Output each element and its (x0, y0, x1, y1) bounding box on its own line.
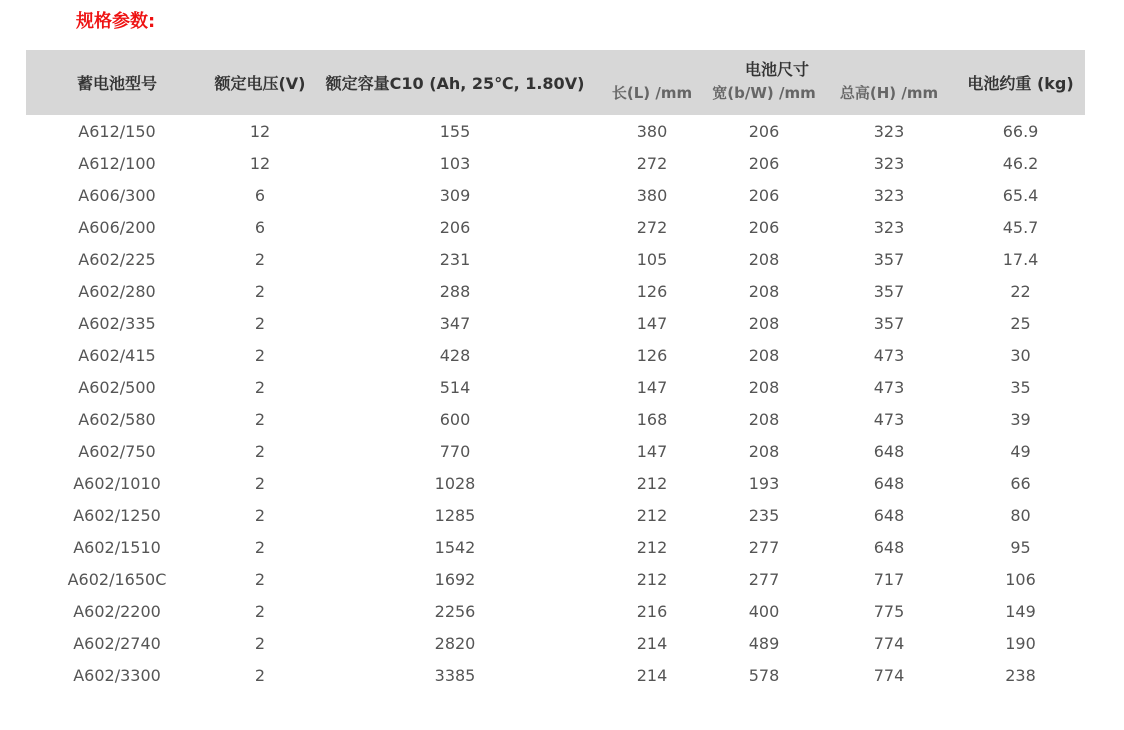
cell-height: 648 (873, 441, 905, 461)
cell-weight: 80 (1010, 505, 1031, 525)
cell-height: 357 (873, 249, 905, 269)
section-title: 规格参数: (76, 11, 156, 32)
table-row (26, 595, 1085, 627)
cell-capacity: 206 (439, 217, 471, 237)
table-row (26, 403, 1085, 435)
cell-length: 212 (636, 569, 668, 589)
cell-weight: 35 (1010, 377, 1031, 397)
cell-length: 216 (636, 601, 668, 621)
cell-width: 208 (748, 313, 780, 333)
table-row (26, 179, 1085, 211)
cell-height: 774 (873, 665, 905, 685)
table-row (26, 243, 1085, 275)
cell-length: 212 (636, 473, 668, 493)
cell-model: A602/580 (78, 409, 156, 429)
cell-capacity: 1028 (434, 473, 476, 493)
cell-model: A602/2200 (73, 601, 161, 621)
cell-width: 206 (748, 153, 780, 173)
cell-length: 147 (636, 377, 668, 397)
spec-table (26, 50, 1085, 691)
cell-capacity: 288 (439, 281, 471, 301)
table-row (26, 563, 1085, 595)
cell-capacity: 1692 (434, 569, 476, 589)
cell-width: 277 (748, 537, 780, 557)
cell-model: A602/3300 (73, 665, 161, 685)
cell-capacity: 103 (439, 153, 471, 173)
cell-weight: 106 (1005, 569, 1036, 589)
cell-capacity: 2820 (434, 633, 476, 653)
cell-model: A602/1650C (67, 569, 167, 589)
cell-voltage: 2 (254, 569, 266, 589)
header-weight: 电池约重 (kg) (956, 50, 1085, 115)
cell-width: 208 (748, 441, 780, 461)
cell-height: 473 (873, 345, 905, 365)
cell-voltage: 2 (254, 505, 266, 525)
cell-model: A602/1250 (73, 505, 161, 525)
cell-width: 193 (748, 473, 780, 493)
cell-weight: 39 (1010, 409, 1031, 429)
cell-model: A602/500 (78, 377, 156, 397)
table-body (26, 115, 1085, 691)
cell-model: A612/150 (78, 121, 156, 141)
cell-capacity: 1542 (434, 537, 476, 557)
cell-model: A602/225 (78, 249, 156, 269)
cell-model: A612/100 (78, 153, 156, 173)
table-row (26, 531, 1085, 563)
table-row (26, 147, 1085, 179)
cell-capacity: 347 (439, 313, 471, 333)
cell-voltage: 2 (254, 377, 266, 397)
table-header (26, 50, 1085, 115)
table-row (26, 211, 1085, 243)
cell-voltage: 2 (254, 633, 266, 653)
cell-voltage: 2 (254, 665, 266, 685)
cell-voltage: 2 (254, 281, 266, 301)
header-model: 蓄电池型号 (26, 50, 208, 115)
cell-model: A602/1510 (73, 537, 161, 557)
cell-width: 206 (748, 217, 780, 237)
cell-voltage: 12 (249, 121, 271, 141)
cell-weight: 49 (1010, 441, 1031, 461)
cell-length: 212 (636, 505, 668, 525)
table-row (26, 115, 1085, 147)
cell-width: 489 (748, 633, 780, 653)
cell-width: 578 (748, 665, 780, 685)
cell-length: 105 (636, 249, 668, 269)
cell-weight: 22 (1010, 281, 1031, 301)
cell-width: 235 (748, 505, 780, 525)
table-row (26, 307, 1085, 339)
cell-weight: 149 (1005, 601, 1036, 621)
cell-width: 208 (748, 249, 780, 269)
cell-model: A606/300 (78, 185, 156, 205)
cell-height: 357 (873, 281, 905, 301)
table-row (26, 627, 1085, 659)
cell-width: 208 (748, 345, 780, 365)
cell-weight: 17.4 (1002, 249, 1039, 269)
cell-capacity: 770 (439, 441, 471, 461)
cell-length: 214 (636, 665, 668, 685)
cell-capacity: 1285 (434, 505, 476, 525)
cell-voltage: 2 (254, 473, 266, 493)
cell-voltage: 2 (254, 601, 266, 621)
cell-length: 380 (636, 185, 668, 205)
cell-model: A602/280 (78, 281, 156, 301)
cell-weight: 45.7 (1002, 217, 1039, 237)
cell-voltage: 2 (254, 345, 266, 365)
header-width: 宽(b/W) /mm (706, 80, 822, 115)
cell-capacity: 231 (439, 249, 471, 269)
cell-voltage: 2 (254, 249, 266, 269)
table-row (26, 371, 1085, 403)
cell-width: 208 (748, 409, 780, 429)
cell-capacity: 155 (439, 121, 471, 141)
cell-length: 214 (636, 633, 668, 653)
cell-width: 208 (748, 281, 780, 301)
cell-height: 323 (873, 217, 905, 237)
cell-length: 272 (636, 217, 668, 237)
header-length: 长(L) /mm (598, 80, 706, 115)
cell-width: 277 (748, 569, 780, 589)
cell-voltage: 6 (254, 185, 266, 205)
header-dimensions: 电池尺寸 (598, 50, 956, 80)
cell-model: A602/1010 (73, 473, 161, 493)
table-row (26, 499, 1085, 531)
cell-voltage: 12 (249, 153, 271, 173)
cell-capacity: 514 (439, 377, 471, 397)
cell-model: A606/200 (78, 217, 156, 237)
cell-height: 473 (873, 409, 905, 429)
cell-width: 400 (748, 601, 780, 621)
cell-voltage: 6 (254, 217, 266, 237)
cell-width: 206 (748, 121, 780, 141)
cell-capacity: 2256 (434, 601, 476, 621)
cell-model: A602/335 (78, 313, 156, 333)
cell-weight: 238 (1005, 665, 1036, 685)
cell-weight: 30 (1010, 345, 1031, 365)
cell-height: 357 (873, 313, 905, 333)
cell-length: 147 (636, 441, 668, 461)
cell-length: 147 (636, 313, 668, 333)
cell-voltage: 2 (254, 441, 266, 461)
header-capacity: 额定容量C10 (Ah, 25℃, 1.80V) (312, 50, 598, 115)
cell-voltage: 2 (254, 409, 266, 429)
table-row (26, 659, 1085, 691)
cell-height: 648 (873, 473, 905, 493)
cell-length: 272 (636, 153, 668, 173)
cell-weight: 25 (1010, 313, 1031, 333)
cell-length: 126 (636, 281, 668, 301)
header-voltage: 额定电压(V) (208, 50, 312, 115)
header-height: 总高(H) /mm (822, 80, 956, 115)
cell-height: 323 (873, 121, 905, 141)
cell-model: A602/2740 (73, 633, 161, 653)
cell-height: 775 (873, 601, 905, 621)
cell-width: 206 (748, 185, 780, 205)
cell-weight: 66.9 (1002, 121, 1039, 141)
cell-length: 126 (636, 345, 668, 365)
cell-height: 717 (873, 569, 905, 589)
cell-height: 323 (873, 185, 905, 205)
table-row (26, 339, 1085, 371)
cell-voltage: 2 (254, 537, 266, 557)
cell-model: A602/750 (78, 441, 156, 461)
cell-height: 323 (873, 153, 905, 173)
cell-height: 648 (873, 537, 905, 557)
cell-capacity: 428 (439, 345, 471, 365)
cell-height: 774 (873, 633, 905, 653)
cell-weight: 66 (1010, 473, 1031, 493)
cell-model: A602/415 (78, 345, 156, 365)
cell-capacity: 309 (439, 185, 471, 205)
cell-height: 648 (873, 505, 905, 525)
cell-weight: 190 (1005, 633, 1036, 653)
table-row (26, 435, 1085, 467)
table-row (26, 275, 1085, 307)
table-row (26, 467, 1085, 499)
cell-width: 208 (748, 377, 780, 397)
cell-capacity: 3385 (434, 665, 476, 685)
cell-length: 380 (636, 121, 668, 141)
cell-voltage: 2 (254, 313, 266, 333)
cell-capacity: 600 (439, 409, 471, 429)
cell-weight: 95 (1010, 537, 1031, 557)
cell-weight: 46.2 (1002, 153, 1039, 173)
cell-weight: 65.4 (1002, 185, 1039, 205)
cell-height: 473 (873, 377, 905, 397)
cell-length: 168 (636, 409, 668, 429)
cell-length: 212 (636, 537, 668, 557)
